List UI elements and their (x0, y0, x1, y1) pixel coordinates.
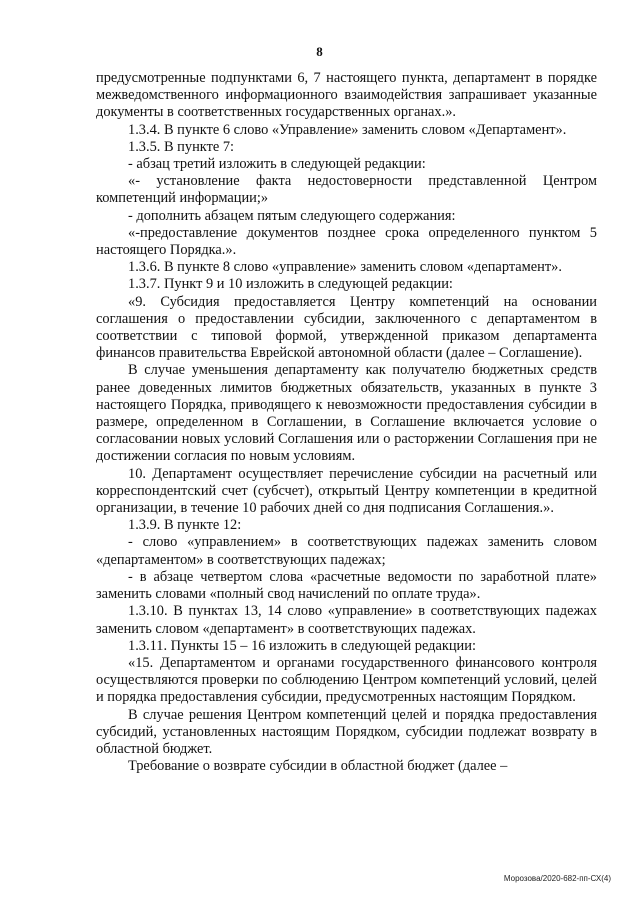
document-paragraph: «9. Субсидия предоставляется Центру компетенций на основании соглашения о предоставлении субсидии, заключенного с департаментом в соответствии с типовой формой, утвержденной приказом департамента финансов правительства Еврейской автономной области (далее – Соглашение). (96, 293, 597, 362)
document-paragraph: «- установление факта недостоверности представленной Центром компетенций информации;» (96, 173, 597, 207)
document-paragraph: 1.3.4. В пункте 6 слово «Управление» заменить словом «Департамент». (128, 121, 567, 138)
document-paragraph: - слово «управлением» в соответствующих падежах заменить словом «департаментом» в соответствующих падежах; (96, 534, 597, 568)
document-paragraph: В случае решения Центром компетенций целей и порядка предоставления субсидий, установленных настоящим Порядком, субсидии подлежат возврату в областной бюджет. (96, 706, 597, 757)
document-footer-code: Морозова/2020-682-пп-СХ(4) (503, 874, 611, 883)
document-paragraph: 10. Департамент осуществляет перечисление субсидии на расчетный или корреспондентский счет (субсчет), открытый Центру компетенции в кредитной организации, в течение 10 рабочих дней со дня подписания Соглашения.». (96, 465, 597, 517)
document-paragraph: «-предоставление документов позднее срока определенного пунктом 5 настоящего Порядка.». (96, 224, 597, 259)
document-paragraph: 1.3.7. Пункт 9 и 10 изложить в следующей редакции: (128, 276, 453, 293)
document-paragraph: - в абзаце четвертом слова «расчетные ведомости по заработной плате» заменить словами «полный свод начислений по оплате труда». (96, 568, 597, 603)
document-paragraph: «15. Департаментом и органами государственного финансового контроля осуществляются проверки по соблюдению Центром компетенций условий, целей и порядка предоставления субсидии, предусмотренных настоящим Порядком. (96, 654, 597, 706)
document-paragraph: - абзац третий изложить в следующей редакции: (128, 156, 426, 173)
page-number: 8 (316, 44, 323, 59)
document-paragraph: 1.3.10. В пунктах 13, 14 слово «управление» в соответствующих падежах заменить словом «департамент» в соответствующих падежах. (96, 603, 597, 637)
document-paragraph: предусмотренные подпунктами 6, 7 настоящего пункта, департамент в порядке межведомственного информационного взаимодействия запрашивает указанные документы в соответственных государственных органах.». (96, 70, 597, 121)
document-paragraph: - дополнить абзацем пятым следующего содержания: (128, 207, 456, 224)
document-body (96, 70, 597, 775)
document-paragraph: 1.3.11. Пункты 15 – 16 изложить в следующей редакции: (128, 637, 476, 654)
document-paragraph: 1.3.5. В пункте 7: (128, 138, 235, 155)
document-paragraph: В случае уменьшения департаменту как получателю бюджетных средств ранее доведенных лимитов бюджетных обязательств, указанных в пункте 3 настоящего Порядка, приводящего к невозможности предоставления субсидии в размере, определенном в Соглашении, в Соглашение включается условие о согласовании новых условий Соглашения или о расторжении Соглашения при не достижении согласия по новым условиям. (96, 362, 597, 465)
document-paragraph: 1.3.6. В пункте 8 слово «управление» заменить словом «департамент». (128, 259, 562, 276)
document-paragraph: 1.3.9. В пункте 12: (128, 517, 242, 534)
document-paragraph: Требование о возврате субсидии в областной бюджет (далее – (128, 758, 508, 775)
